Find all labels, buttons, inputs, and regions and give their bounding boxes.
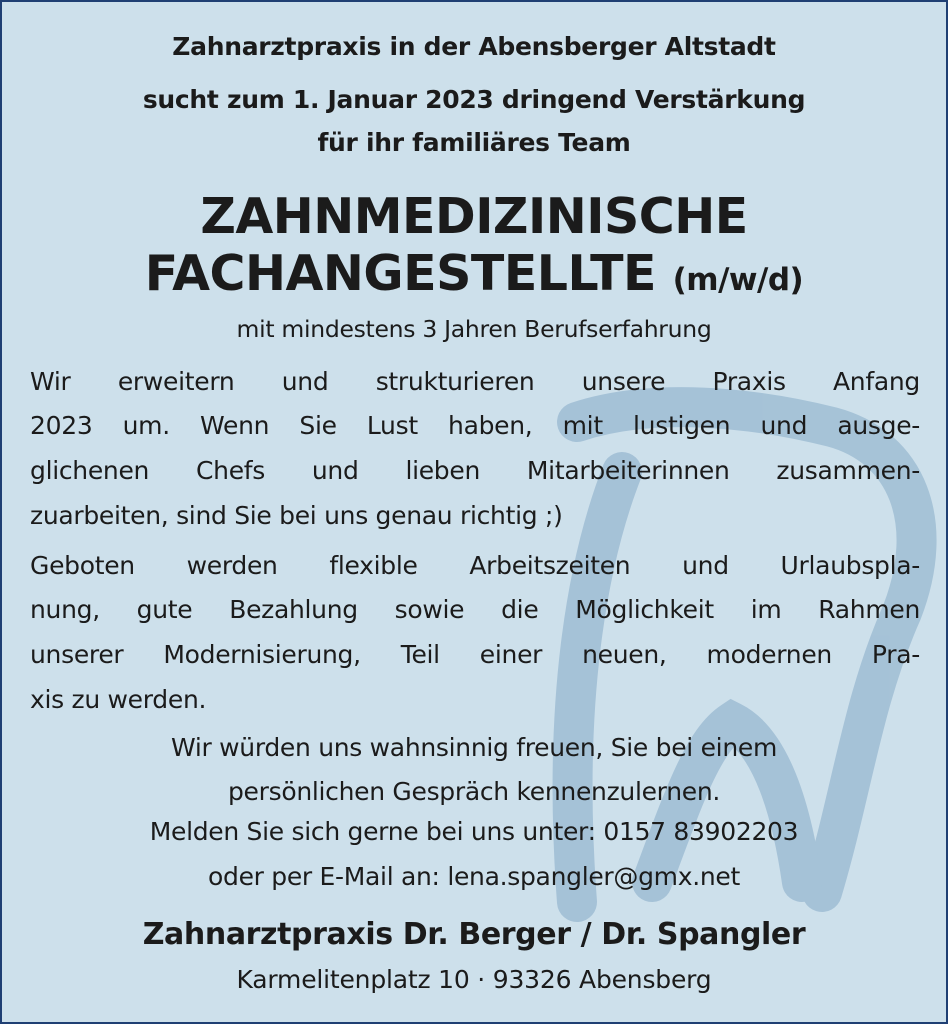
- paragraph-line: Geboten werden flexible Arbeitszeiten und Urlaubspla-: [30, 551, 920, 580]
- job-title-line-1: ZAHNMEDIZINISCHE: [200, 188, 748, 245]
- subtitle: mit mindestens 3 Jahren Berufserfahrung: [236, 315, 712, 343]
- paragraph-line: Wir erweitern und strukturieren unsere Praxis Anfang: [30, 367, 920, 396]
- paragraph-line: zuarbeiten, sind Sie bei uns genau richtig ;): [30, 501, 563, 530]
- practice-name: Zahnarztpraxis Dr. Berger / Dr. Spangler: [142, 917, 806, 952]
- gender-suffix: (m/w/d): [672, 262, 804, 298]
- paragraph-line: unserer Modernisierung, Teil einer neuen, modernen Pra-: [30, 640, 920, 669]
- intro-line-2: sucht zum 1. Januar 2023 dringend Verstärkung: [142, 85, 806, 114]
- paragraph-intro: [30, 367, 920, 546]
- paragraph-line: nung, gute Bezahlung sowie die Möglichkeit im Rahmen: [30, 595, 920, 624]
- paragraph-line: glichenen Chefs und lieben Mitarbeiterinnen zusammen-: [30, 456, 920, 485]
- job-title-main: FACHANGESTELLTE: [144, 245, 657, 302]
- intro-line-3: für ihr familiäres Team: [317, 128, 631, 157]
- intro-line-1: Zahnarztpraxis in der Abensberger Altstadt: [172, 32, 776, 61]
- closing-line-2: persönlichen Gespräch kennenzulernen.: [227, 777, 721, 806]
- closing-line-1: Wir würden uns wahnsinnig freuen, Sie bei einem: [170, 733, 778, 762]
- paragraph-benefits: [30, 551, 920, 730]
- practice-address: Karmelitenplatz 10 · 93326 Abensberg: [236, 965, 712, 994]
- job-title-line-2: [2, 245, 946, 302]
- paragraph-line: 2023 um. Wenn Sie Lust haben, mit lustigen und ausge-: [30, 411, 920, 440]
- paragraph-line: xis zu werden.: [30, 685, 207, 714]
- contact-email-line: oder per E-Mail an: lena.spangler@gmx.net: [208, 862, 740, 891]
- contact-phone-line: Melden Sie sich gerne bei uns unter: 0157 83902203: [149, 817, 799, 846]
